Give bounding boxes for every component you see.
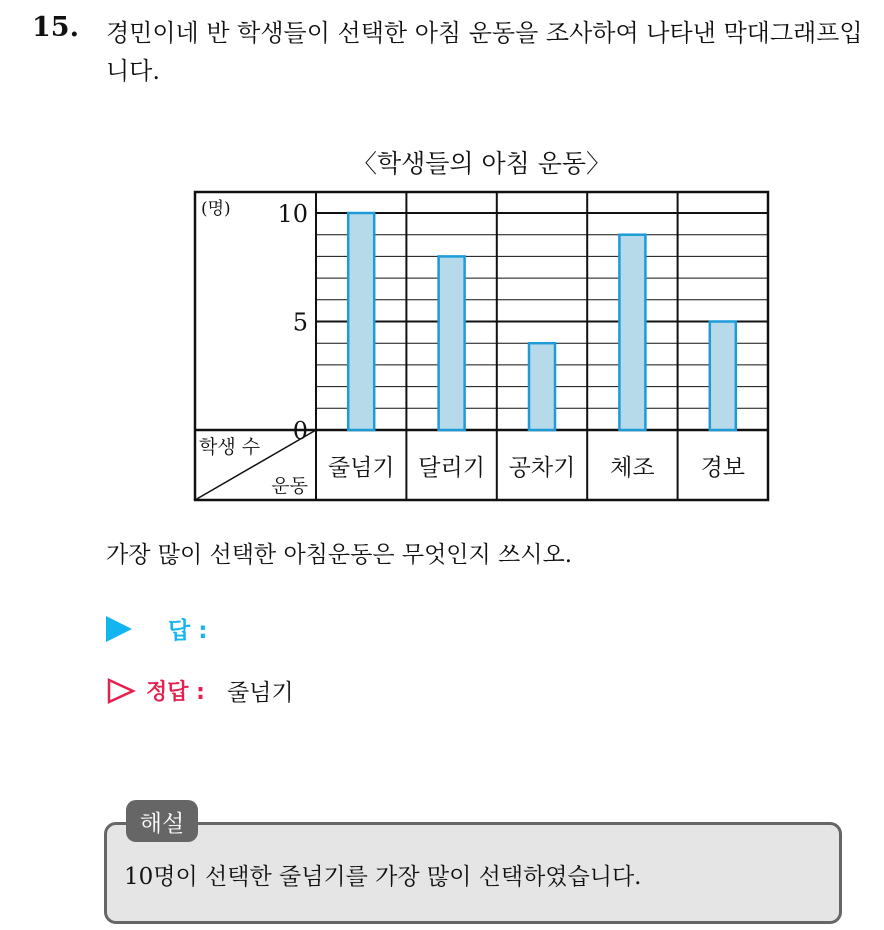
question-text: 경민이네 반 학생들이 선택한 아침 운동을 조사하여 나타낸 막대그래프입니다. [106,19,863,85]
bar [619,235,645,430]
correct-answer-row [106,674,294,707]
y-unit-label: (명) [201,199,231,219]
explanation-text: 10명이 선택한 줄넘기를 가장 많이 선택하였습니다. [124,864,642,890]
category-label: 줄넘기 [327,455,395,481]
play-triangle-icon [106,616,132,642]
chart-frame [195,192,768,500]
question-number: 15. [32,12,79,43]
explanation-tab: 해설 [126,800,198,842]
bar [348,213,374,430]
bar [529,343,555,430]
outline-triangle-icon [106,677,136,705]
chart-title: 〈학생들의 아침 운동〉 [351,149,612,178]
y-tick-label: 5 [292,308,308,337]
y-tick-label: 0 [292,417,308,445]
category-label: 경보 [700,455,746,481]
correct-answer-value: 줄넘기 [226,680,294,706]
prompt-text: 가장 많이 선택한 아침운동은 무엇인지 쓰시오. [106,542,573,568]
answer-row [106,612,207,645]
bar [439,256,465,430]
bar [710,322,736,431]
corner-bottom-label: 운동 [271,475,308,497]
y-tick-label: 10 [277,200,308,228]
category-label: 체조 [610,455,655,481]
answer-label: 답 : [168,618,208,644]
category-label: 공차기 [508,455,576,481]
correct-answer-label: 정답 : [146,680,205,705]
corner-top-label: 학생 수 [199,436,261,458]
category-label: 달리기 [418,455,485,481]
